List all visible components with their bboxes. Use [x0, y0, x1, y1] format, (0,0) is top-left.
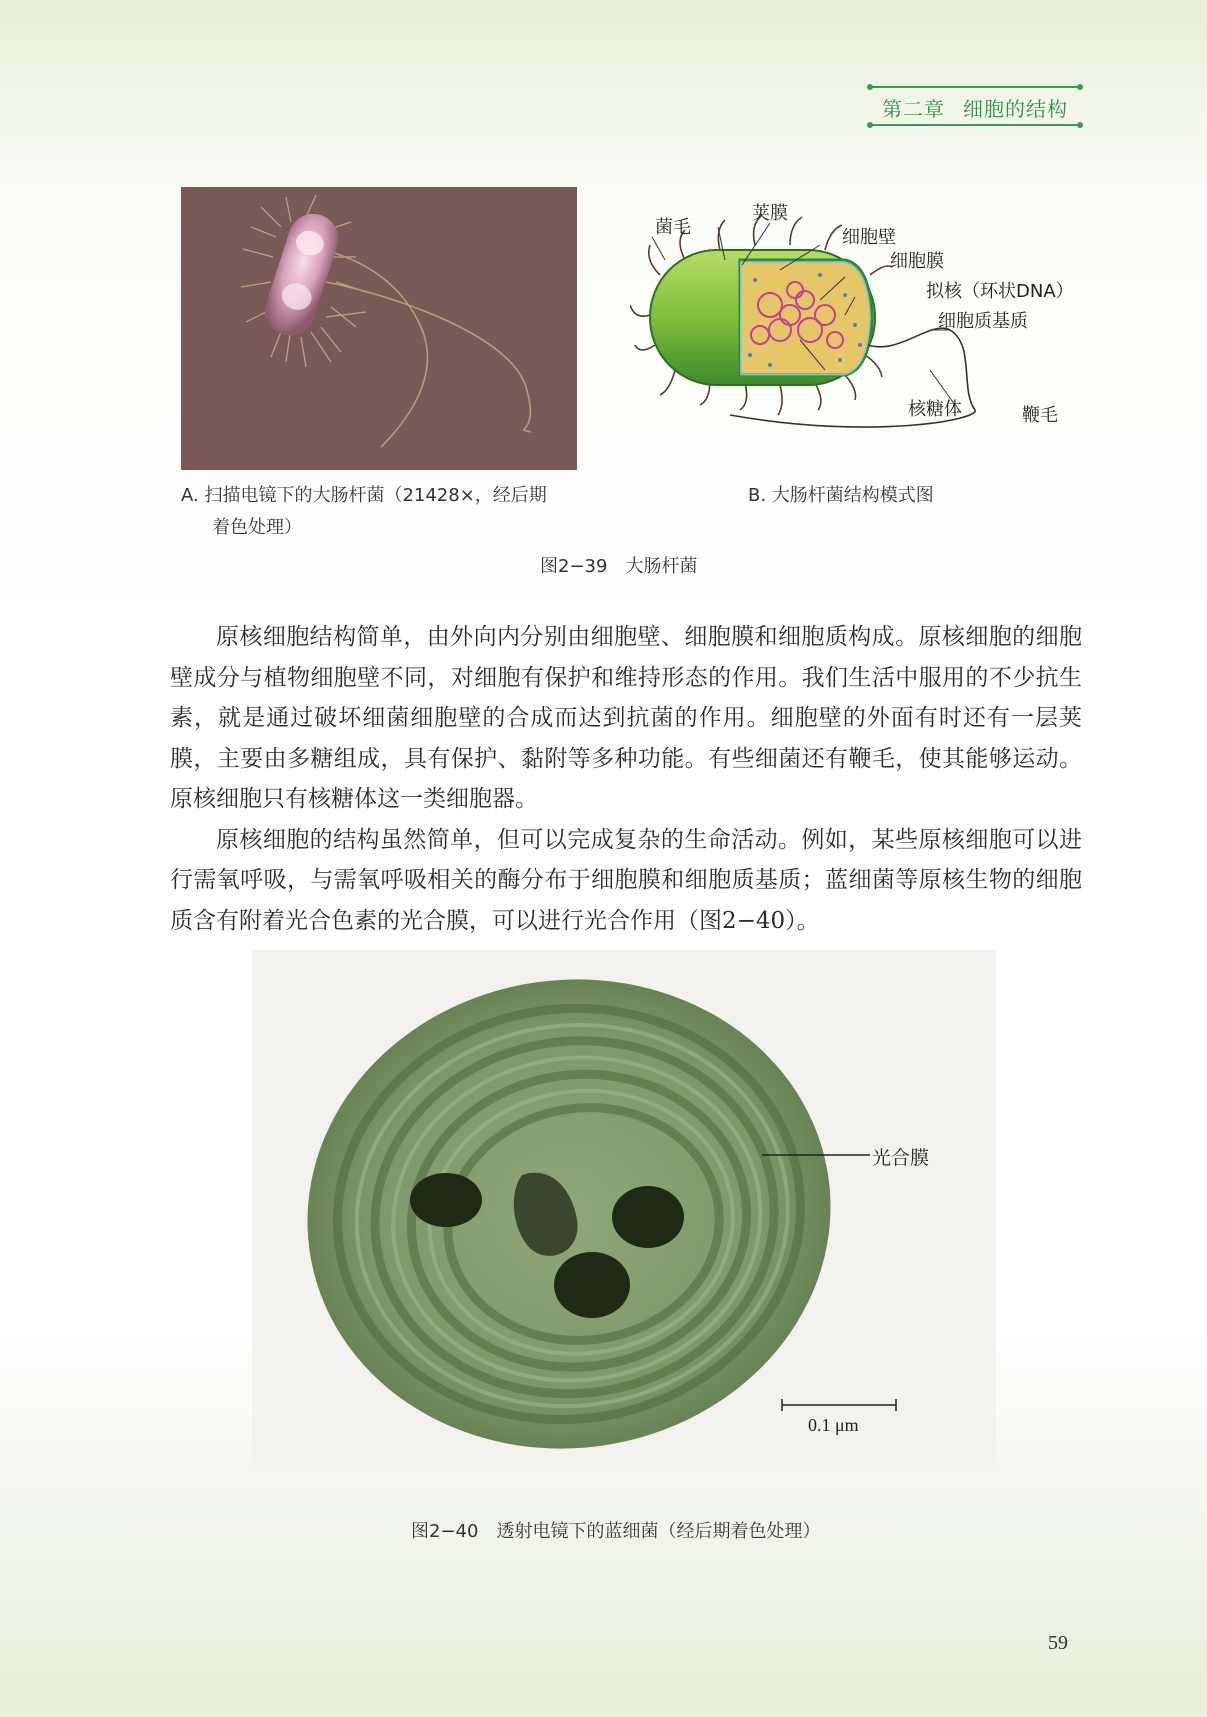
cyanobacterium-tem-illustration	[252, 950, 996, 1465]
caption-a	[181, 480, 601, 544]
chapter-header	[870, 84, 1080, 128]
header-top-rule	[870, 86, 1080, 88]
figure-2-40-text: 透射电镜下的蓝细菌（经后期着色处理）	[496, 1521, 821, 1542]
page-number: 59	[1048, 1632, 1068, 1654]
label-flagellum: 鞭毛	[1022, 405, 1058, 426]
caption-b: B. 大肠杆菌结构模式图	[748, 485, 934, 506]
scale-bar	[782, 1399, 896, 1411]
caption-a-line1: A. 扫描电镜下的大肠杆菌（21428×，经后期	[181, 485, 547, 506]
ecoli-sem-illustration	[181, 187, 577, 470]
sem-photo-ecoli	[181, 187, 577, 470]
label-ribosome: 核糖体	[908, 399, 962, 420]
figure-2-39-title	[540, 552, 697, 578]
tem-photo-cyanobacterium	[252, 950, 996, 1465]
chapter-title	[870, 93, 1080, 122]
label-nucleoid: 拟核（环状DNA）	[926, 281, 1074, 302]
header-bottom-rule	[870, 124, 1080, 126]
figure-2-40-number: 图2−40	[411, 1521, 479, 1542]
paragraph-2: 原核细胞的结构虽然简单，但可以完成复杂的生命活动。例如，某些原核细胞可以进行需氧呼吸，与需氧呼吸相关的酶分布于细胞膜和细胞质基质；蓝细菌等原核生物的细胞质含有附着光合色素的光合膜，可以进行光合作用（图2−40）。	[170, 826, 1082, 934]
figure-2-39-text: 大肠杆菌	[625, 556, 698, 577]
label-photosynthetic-membrane: 光合膜	[872, 1147, 930, 1169]
label-cell-membrane: 细胞膜	[890, 251, 944, 272]
label-cytoplasm-matrix: 细胞质基质	[938, 311, 1028, 332]
caption-a-line2: 着色处理）	[212, 517, 302, 538]
scale-bar-label: 0.1 μm	[808, 1415, 859, 1435]
figure-2-39-number: 图2−39	[540, 556, 608, 577]
chapter-name: 细胞的结构	[963, 97, 1068, 121]
figure-2-40-title	[411, 1517, 820, 1543]
paragraph-1: 原核细胞结构简单，由外向内分别由细胞壁、细胞膜和细胞质构成。原核细胞的细胞壁成分与植物细胞壁不同，对细胞有保护和维持形态的作用。我们生活中服用的不少抗生素，就是通过破坏细菌细胞壁的合成而达到抗菌的作用。细胞壁的外面有时还有一层荚膜，主要由多糖组成，具有保护、黏附等多种功能。有些细菌还有鞭毛，使其能够运动。原核细胞只有核糖体这一类细胞器。	[170, 624, 1082, 812]
chapter-label: 第二章	[882, 97, 945, 121]
body-text	[170, 617, 1082, 941]
label-cell-wall: 细胞壁	[842, 227, 896, 248]
label-capsule: 荚膜	[752, 203, 788, 224]
label-pili: 菌毛	[655, 217, 691, 238]
ecoli-structure-diagram	[630, 203, 1074, 455]
